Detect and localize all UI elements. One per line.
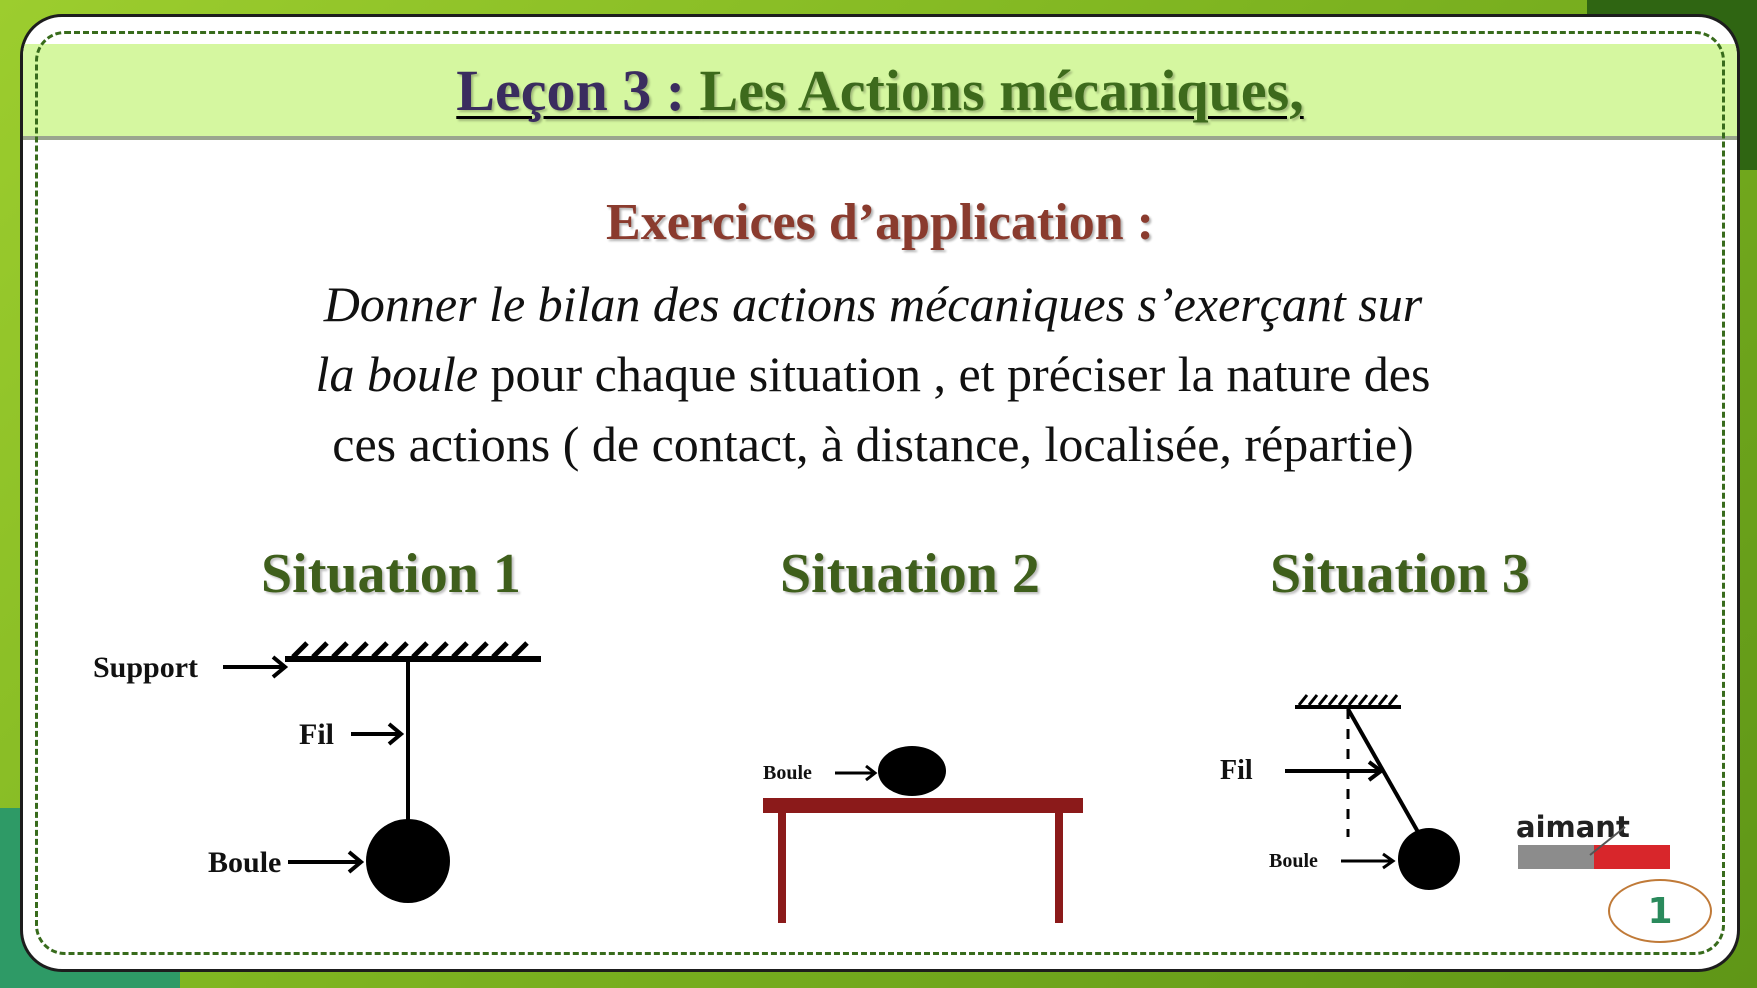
ball-arrow <box>288 852 361 872</box>
situation-3-title: Situation 3 <box>1270 543 1530 605</box>
situation-2-diagram <box>753 727 1133 927</box>
instruction-line-3: ces actions ( de contact, à distance, localisée, répartie) <box>332 416 1414 472</box>
support-label: Support <box>93 651 199 684</box>
string-label: Fil <box>299 718 334 751</box>
situation-3-diagram <box>1193 687 1693 907</box>
support-arrow <box>223 657 285 677</box>
string-arrow <box>351 724 401 744</box>
instruction-line-2 <box>153 339 1593 409</box>
exercise-instructions <box>153 269 1593 479</box>
table-leg-left <box>778 813 786 923</box>
ball <box>1398 828 1460 890</box>
table-leg-right <box>1055 813 1063 923</box>
situation-1-title: Situation 1 <box>261 543 521 605</box>
exercise-heading: Exercices d’application : <box>606 194 1154 251</box>
ball-arrow <box>1341 854 1393 868</box>
support-hatching <box>1299 695 1397 705</box>
situation-1-diagram <box>63 637 583 937</box>
magnet-label: aimant <box>1516 810 1630 844</box>
lesson-number: Leçon 3 : <box>456 57 700 123</box>
support-hatching <box>293 643 527 657</box>
ball-label: Boule <box>763 762 812 784</box>
instruction-line-1-text: Donner le bilan des actions mécaniques s’exerçant sur <box>323 276 1423 332</box>
ball-label: Boule <box>208 846 282 879</box>
string-arrow <box>1285 762 1381 780</box>
instruction-line-2-rest: pour chaque situation , et préciser la nature des <box>478 346 1431 402</box>
situation-2-title: Situation 2 <box>780 543 1040 605</box>
page-number: 1 <box>1608 879 1712 943</box>
ball <box>366 819 450 903</box>
slide-card <box>20 14 1740 972</box>
lesson-topic: Les Actions mécaniques, <box>699 57 1304 123</box>
instruction-line-1 <box>153 269 1593 339</box>
title-bar <box>23 44 1737 140</box>
table-top <box>763 798 1083 813</box>
lesson-title <box>456 57 1303 124</box>
instruction-line-2-italic: la boule <box>315 346 479 402</box>
string-label: Fil <box>1220 755 1253 786</box>
ball-label: Boule <box>1269 850 1318 872</box>
ball <box>878 746 946 796</box>
magnet-south <box>1518 845 1594 869</box>
ball-arrow <box>835 766 875 780</box>
magnet-north <box>1594 845 1670 869</box>
